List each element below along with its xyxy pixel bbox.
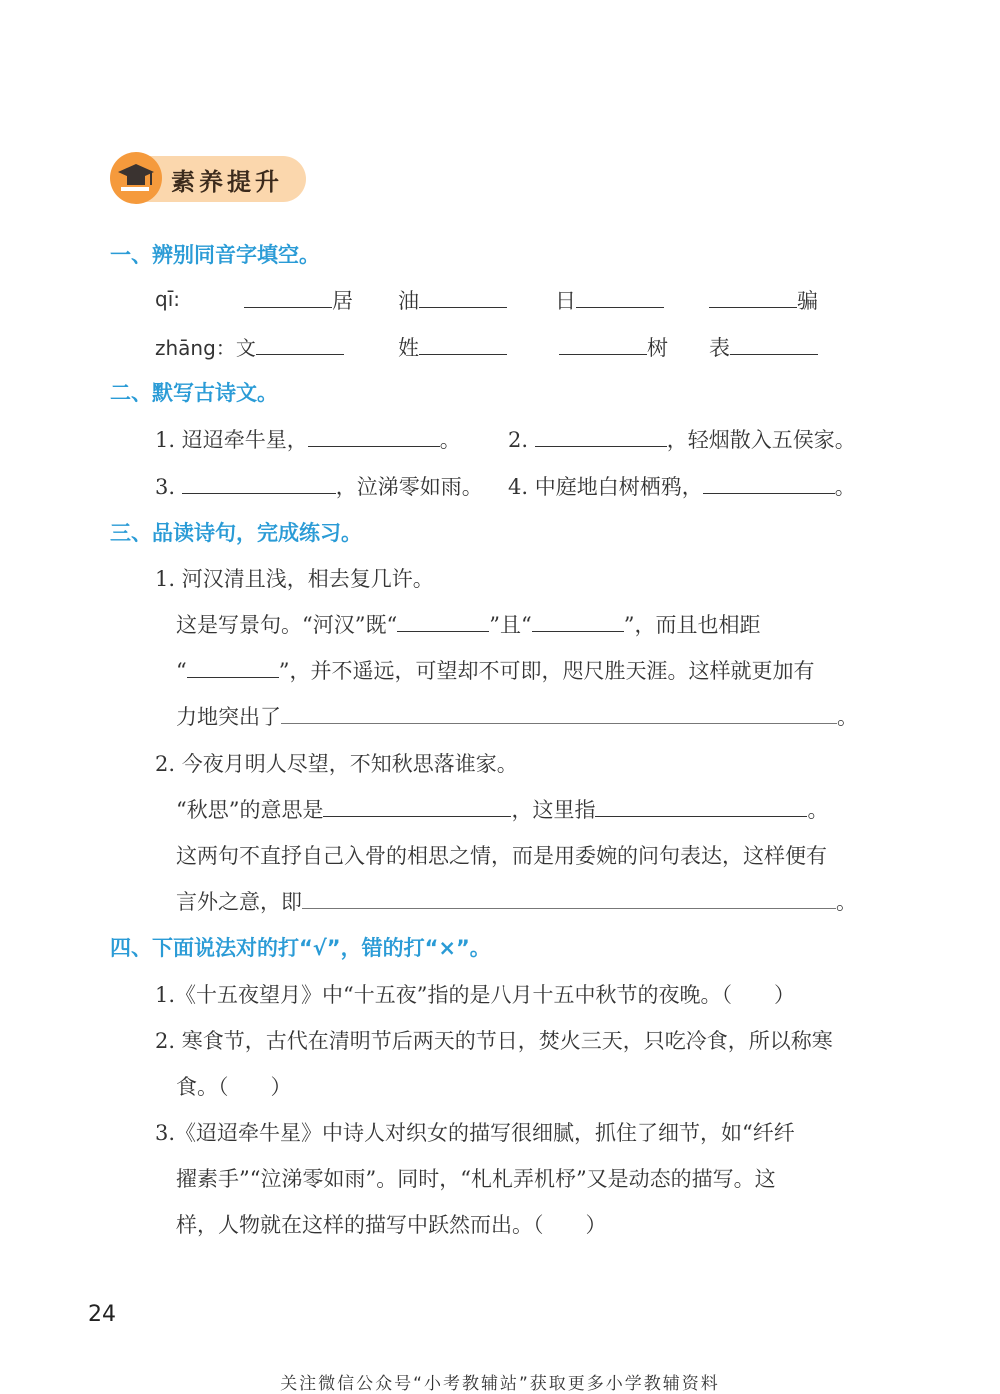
page-number: 24 — [88, 1302, 116, 1327]
s3-p4: “秋思”的意思是 ，这里指 。 — [176, 798, 829, 822]
fill-blank[interactable] — [308, 426, 440, 447]
s4-q3-line1: 3.《迢迢牵牛星》中诗人对织女的描写很细腻，抓住了细节，如“纤纤 — [155, 1121, 795, 1145]
blank-row2-b: 姓 — [398, 332, 507, 362]
fill-blank[interactable] — [535, 426, 667, 447]
section-4-heading: 四、下面说法对的打“√”，错的打“×”。 — [110, 936, 491, 960]
s3-p6: 言外之意，即 。 — [176, 890, 857, 914]
fill-blank[interactable] — [559, 334, 647, 355]
blank-row1-d: 骗 — [709, 285, 818, 315]
fill-blank[interactable] — [244, 287, 332, 308]
pinyin-zhang: zhāng：文 — [155, 332, 344, 361]
section-1-heading: 一、辨别同音字填空。 — [110, 243, 320, 267]
poem-q2: 2. ，轻烟散入五侯家。 — [508, 428, 856, 452]
poem-q3: 3. ，泣涕零如雨。 — [155, 475, 483, 499]
fill-blank[interactable] — [302, 888, 836, 909]
fill-blank[interactable] — [576, 287, 664, 308]
fill-blank[interactable] — [187, 657, 279, 678]
section-2-heading: 二、默写古诗文。 — [110, 381, 278, 405]
s4-q1: 1.《十五夜望月》中“十五夜”指的是八月十五中秋节的夜晚。（ ） — [155, 983, 796, 1007]
blank-row2-d: 表 — [709, 332, 818, 362]
blank-row1-a: 居 — [244, 285, 353, 315]
fill-blank[interactable] — [256, 334, 344, 355]
s3-q1: 1. 河汉清且浅，相去复几许。 — [155, 567, 434, 591]
s3-p2: “ ”，并不遥远，可望却不可即，咫尺胜天涯。这样就更加有 — [176, 659, 815, 683]
fill-blank[interactable] — [730, 334, 818, 355]
banner-title: 素养提升 — [171, 168, 283, 196]
s4-q3-line2: 擢素手”“泣涕零如雨”。同时，“札札弄机杼”又是动态的描写。这 — [176, 1167, 776, 1191]
fill-blank[interactable] — [323, 796, 511, 817]
s4-q2-line2: 食。（ ） — [176, 1075, 292, 1099]
fill-blank[interactable] — [703, 473, 835, 494]
poem-q1: 1. 迢迢牵牛星， 。 — [155, 428, 461, 452]
fill-blank[interactable] — [709, 287, 797, 308]
pinyin-qi: qī: — [155, 287, 180, 311]
section-3-heading: 三、品读诗句，完成练习。 — [110, 521, 362, 545]
fill-blank[interactable] — [281, 703, 837, 724]
fill-blank[interactable] — [595, 796, 807, 817]
fill-blank[interactable] — [532, 611, 624, 632]
fill-blank[interactable] — [419, 287, 507, 308]
s3-p5: 这两句不直抒自己入骨的相思之情，而是用委婉的问句表达，这样便有 — [176, 844, 827, 868]
blank-row1-c: 日 — [555, 285, 664, 315]
s3-q2: 2. 今夜月明人尽望，不知秋思落谁家。 — [155, 752, 518, 776]
banner-icon-circle — [110, 152, 162, 204]
blank-row2-c: 树 — [559, 332, 668, 362]
blank-row1-b: 油 — [398, 285, 507, 315]
s4-q2-line1: 2. 寒食节，古代在清明节后两天的节日，焚火三天，只吃冷食，所以称寒 — [155, 1029, 833, 1053]
fill-blank[interactable] — [397, 611, 489, 632]
footer-note: 关注微信公众号“小考教辅站”获取更多小学教辅资料 — [280, 1374, 720, 1394]
fill-blank[interactable] — [419, 334, 507, 355]
fill-blank[interactable] — [182, 473, 336, 494]
s3-p1: 这是写景句。“河汉”既“ ”且“ ”，而且也相距 — [176, 613, 761, 637]
graduation-cap-icon — [110, 152, 162, 204]
poem-q4: 4. 中庭地白树栖鸦， 。 — [508, 475, 856, 499]
s3-p3: 力地突出了 。 — [176, 705, 858, 729]
s4-q3-line3: 样，人物就在这样的描写中跃然而出。（ ） — [176, 1213, 607, 1237]
